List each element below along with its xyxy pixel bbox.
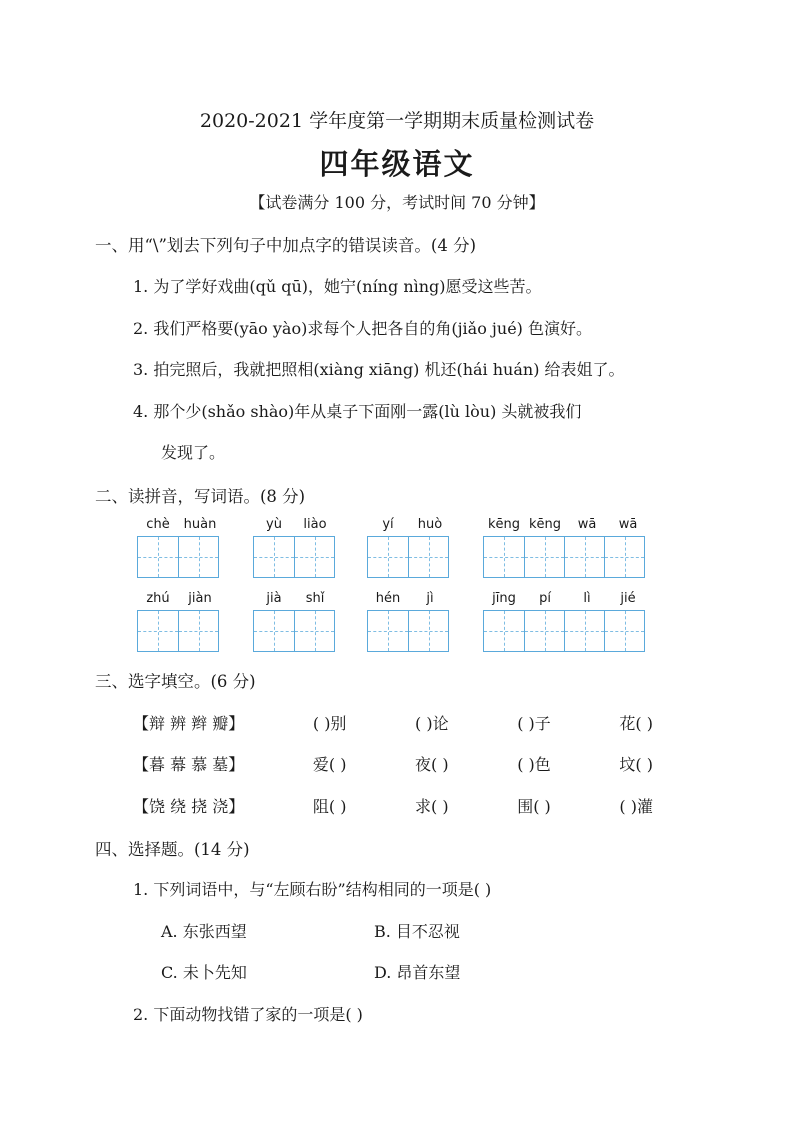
q4-question-2: 2. 下面动物找错了家的一项是( ) [133, 1005, 363, 1024]
writing-grid[interactable] [137, 536, 219, 578]
grid-cell[interactable] [294, 611, 334, 651]
pinyin-label: chè [146, 517, 170, 532]
pinyin-label: yí [382, 517, 394, 532]
q1-item-3: 3. 拍完照后，我就把照相(xiàng xiāng) 机还(hái huán) 给表姐了。 [133, 360, 625, 379]
grid-cell[interactable] [368, 611, 408, 651]
section-2-heading: 二、读拼音，写词语。(8 分) [95, 487, 306, 506]
q1-item-4: 4. 那个少(shǎo shào)年从桌子下面刚一露(lù lòu) 头就被我们 [133, 402, 582, 421]
writing-grid[interactable] [483, 610, 645, 652]
fill-blank[interactable]: ( )别 [312, 714, 347, 733]
option-c[interactable]: C. 未卜先知 [161, 963, 247, 982]
section-3-heading: 三、选字填空。(6 分) [95, 672, 256, 691]
grid-cell[interactable] [368, 537, 408, 577]
writing-grid[interactable] [483, 536, 645, 578]
pinyin-label: huàn [183, 517, 217, 532]
fill-blank[interactable]: 爱( ) [312, 755, 347, 774]
pinyin-label: wā [618, 517, 638, 532]
writing-grid[interactable] [137, 610, 219, 652]
writing-grid[interactable] [253, 610, 335, 652]
pinyin-label: kēng [528, 517, 562, 532]
fill-blank[interactable]: 围( ) [517, 797, 551, 816]
pinyin-row-1 [0, 517, 794, 535]
grid-cell[interactable] [564, 537, 604, 577]
fill-blank[interactable]: ( )论 [415, 714, 449, 733]
grid-cell[interactable] [178, 537, 218, 577]
pinyin-label: pí [539, 591, 551, 606]
fill-blank[interactable]: 夜( ) [415, 755, 449, 774]
exam-title: 2020-2021 学年度第一学期期末质量检测试卷 [199, 110, 595, 132]
q1-item-2: 2. 我们严格要(yāo yào)求每个人把各自的角(jiǎo jué) 色演好。 [133, 319, 592, 338]
section-4-heading: 四、选择题。(14 分) [95, 840, 250, 859]
q1-item-4-cont: 发现了。 [161, 443, 226, 462]
grid-cell[interactable] [178, 611, 218, 651]
grid-cell[interactable] [138, 537, 178, 577]
pinyin-label: shǐ [305, 591, 325, 606]
grid-cell[interactable] [604, 611, 644, 651]
fill-blank[interactable]: ( )灌 [619, 797, 653, 816]
q3-row-1 [133, 711, 653, 734]
grid-cell[interactable] [484, 537, 524, 577]
writing-grid[interactable] [253, 536, 335, 578]
option-a[interactable]: A. 东张西望 [161, 922, 247, 941]
pinyin-label: wā [577, 517, 597, 532]
pinyin-label: yù [266, 517, 282, 532]
q3-row-2 [133, 752, 653, 775]
q4-question-1: 1. 下列词语中，与“左顾右盼”结构相同的一项是( ) [133, 880, 492, 899]
fill-blank[interactable]: 阻( ) [312, 797, 347, 816]
grid-cell[interactable] [408, 537, 448, 577]
grid-cell[interactable] [604, 537, 644, 577]
pinyin-label: hén [375, 591, 401, 606]
char-group: 【饶 绕 挠 浇】 [133, 797, 245, 816]
q1-item-1: 1. 为了学好戏曲(qǔ qū)，她宁(níng nìng)愿受这些苦。 [133, 277, 542, 296]
option-b[interactable]: B. 目不忍视 [374, 922, 460, 941]
pinyin-label: lì [583, 591, 591, 606]
writing-grid[interactable] [367, 536, 449, 578]
exam-note: 【试卷满分 100 分，考试时间 70 分钟】 [249, 193, 545, 212]
pinyin-label: jiàn [188, 591, 212, 606]
fill-blank[interactable]: 花( ) [619, 714, 653, 733]
grid-cell[interactable] [524, 537, 564, 577]
fill-blank[interactable]: ( )色 [517, 755, 551, 774]
pinyin-label: jià [266, 591, 282, 606]
fill-blank[interactable]: 坟( ) [619, 755, 653, 774]
section-1-heading: 一、用“\”划去下列句子中加点字的错误读音。(4 分) [95, 236, 477, 255]
fill-blank[interactable]: ( )子 [517, 714, 551, 733]
pinyin-label: jì [426, 591, 434, 606]
grid-cell[interactable] [254, 611, 294, 651]
pinyin-label: jié [620, 591, 636, 606]
subject-title: 四年级语文 [319, 147, 475, 181]
pinyin-row-2 [0, 591, 794, 609]
pinyin-label: jīng [492, 591, 516, 606]
grid-cell[interactable] [138, 611, 178, 651]
grid-cell[interactable] [564, 611, 604, 651]
pinyin-label: zhú [146, 591, 170, 606]
pinyin-label: huò [417, 517, 443, 532]
char-group: 【暮 幕 慕 墓】 [133, 755, 245, 774]
pinyin-label: liào [303, 517, 327, 532]
grid-cell[interactable] [294, 537, 334, 577]
grid-cell[interactable] [524, 611, 564, 651]
fill-blank[interactable]: 求( ) [415, 797, 449, 816]
option-d[interactable]: D. 昂首东望 [374, 963, 461, 982]
char-group: 【辩 辨 辫 瓣】 [133, 714, 245, 733]
writing-grid[interactable] [367, 610, 449, 652]
grid-cell[interactable] [254, 537, 294, 577]
q3-row-3 [133, 794, 653, 817]
grid-cell[interactable] [408, 611, 448, 651]
grid-cell[interactable] [484, 611, 524, 651]
pinyin-label: kēng [487, 517, 521, 532]
